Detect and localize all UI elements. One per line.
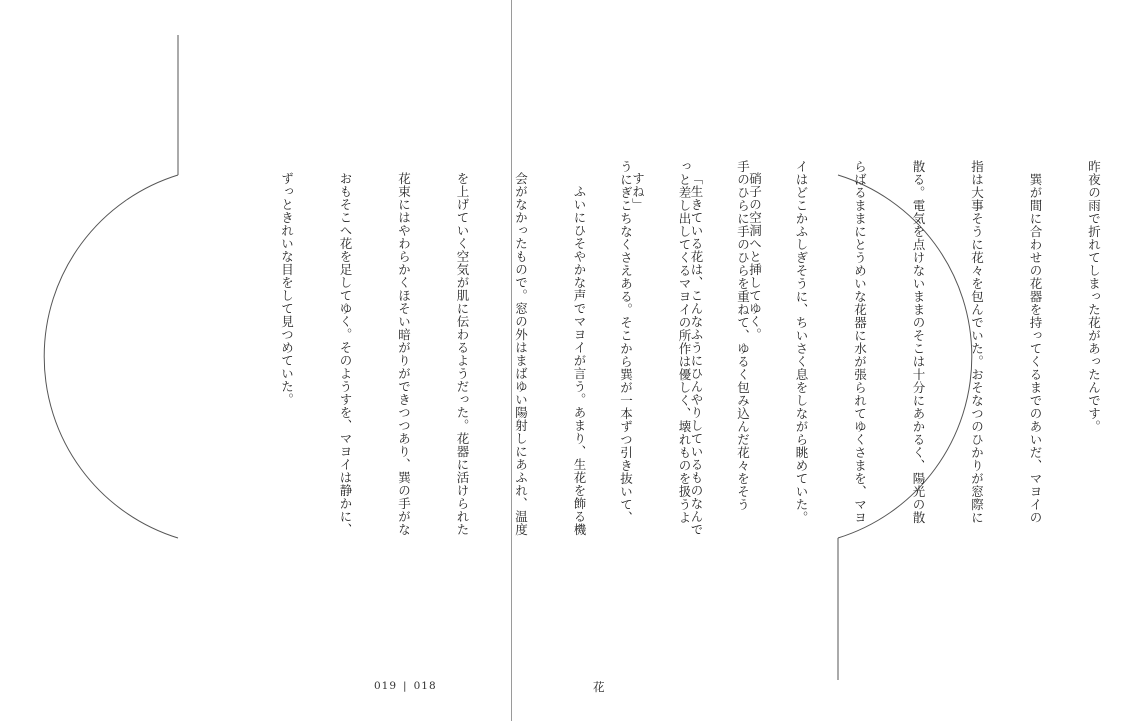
text-line: うにぎこちなくさえある。そこから巽が一本ずつ引き抜いて、 [618,160,634,524]
text-line: おもそこへ花を足してゆく。そのようすを、マヨイは静かに、 [338,172,353,536]
text-line: 硝子の空洞へと挿してゆく。 [747,172,763,341]
text-line: イはどこかふしぎそうに、ちいさく息をしながら眺めていた。 [794,160,809,524]
text-line: すね」 [630,172,646,211]
left-arc [44,175,178,538]
text-line: 手のひらに手のひらを重ねて、ゆるく包み込んだ花々をそう [735,160,751,511]
text-line: 巽が間に合わせの花器を持ってくるまでのあいだ、マヨイの [1028,160,1043,524]
folio-separator: | [403,680,408,692]
text-line: 昨夜の雨で折れてしまった花があったんです。 [1086,160,1102,433]
page-folio [374,680,437,692]
running-head-title: 花 [593,680,605,694]
text-line: 会がなかったもので。窓の外はまばゆい陽射しにあふれ、温度 [513,172,529,536]
text-line: 指は大事そうに花々を包んでいた。おそなつのひかりが窓際に [969,160,985,524]
text-line: 散る。電気を点けないままのそこは十分にあかるく、陽光の散 [911,160,926,524]
text-line: 「生きている花は、こんなふうにひんやりしているものなんで [689,172,704,536]
text-line: ふいにひそやかな声でマヨイが言う。あまり、生花を飾る機 [572,172,587,536]
text-line: っと差し出してくるマヨイの所作は優しく、壊れものを扱うよ [677,160,692,524]
text-line: ずっときれいな目をして見つめていた。 [279,172,295,406]
text-line: 花束にはやわらかくほそい暗がりができつつあり、巽の手がな [396,172,412,536]
page-number-left: 019 [374,680,398,692]
text-line: を上げていく空気が肌に伝わるようだった。花器に活けられた [455,172,470,536]
text-line: らばるままにとうめいな花器に水が張られてゆくさまを、マヨ [852,160,868,524]
page-number-right: 018 [413,680,437,692]
right-page-body-text [577,160,1143,535]
